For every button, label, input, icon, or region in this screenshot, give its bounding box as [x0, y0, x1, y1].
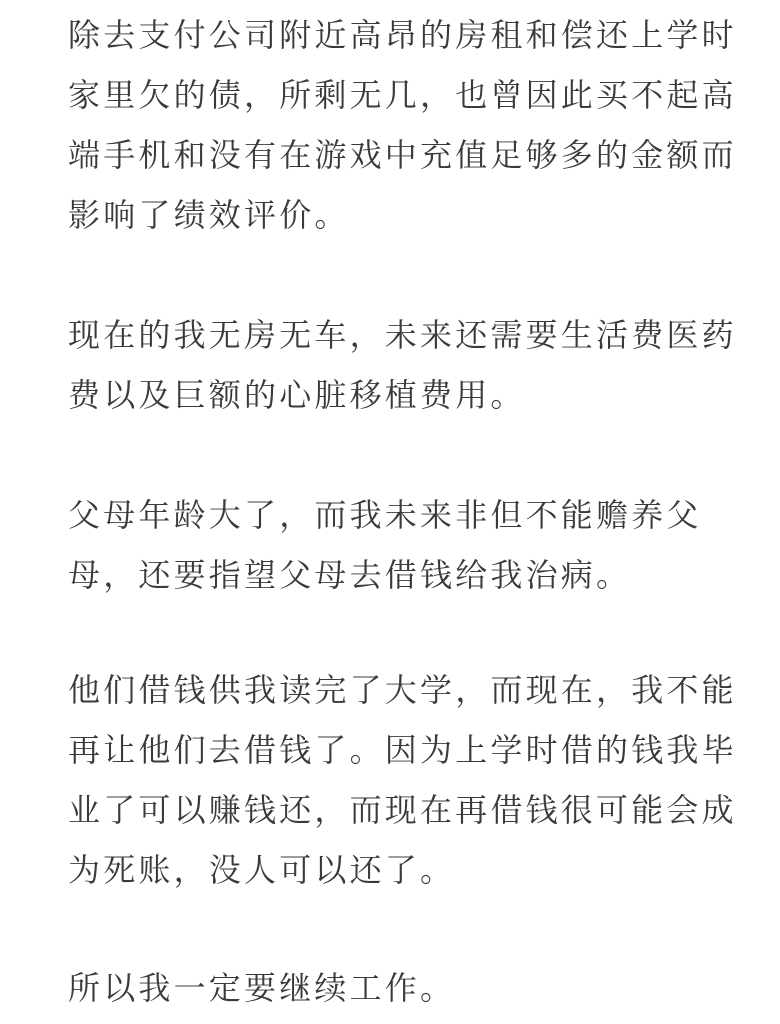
paragraph-2-line-2: 费以及巨额的心脏移植费用。	[68, 376, 526, 414]
paragraph-1-line-4: 影响了绩效评价。	[68, 196, 350, 234]
paragraph-4-line-3: 业了可以赚钱还，而现在再借钱很可能会成	[68, 791, 737, 829]
paragraph-1-line-1: 除去支付公司附近高昂的房租和偿还上学时	[68, 16, 737, 54]
paragraph-3-line-2: 母，还要指望父母去借钱给我治病。	[68, 556, 632, 594]
paragraph-3-line-1: 父母年龄大了，而我未来非但不能赡养父	[68, 496, 702, 534]
paragraph-4-line-4: 为死账，没人可以还了。	[68, 851, 456, 889]
paragraph-1-line-2: 家里欠的债，所剩无几，也曾因此买不起高	[68, 76, 737, 114]
paragraph-2-line-1: 现在的我无房无车，未来还需要生活费医药	[68, 316, 737, 354]
paragraph-4-line-2: 再让他们去借钱了。因为上学时借的钱我毕	[68, 731, 737, 769]
paragraph-5-line-1: 所以我一定要继续工作。	[68, 969, 456, 1007]
paragraph-1-line-3: 端手机和没有在游戏中充值足够多的金额而	[68, 136, 737, 174]
paragraph-4-line-1: 他们借钱供我读完了大学，而现在，我不能	[68, 671, 737, 709]
